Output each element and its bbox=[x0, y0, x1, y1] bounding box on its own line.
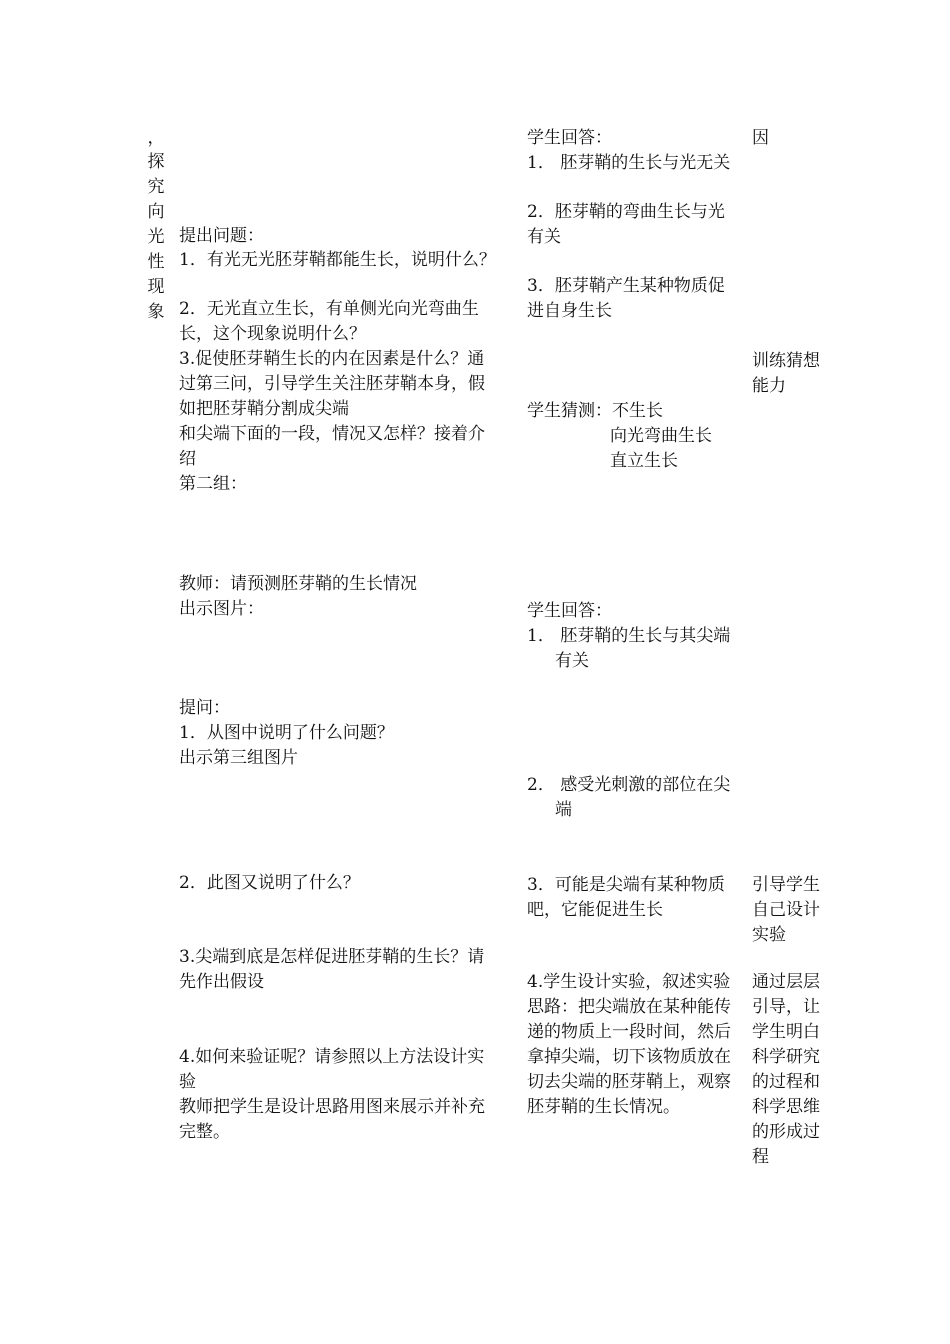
intent-layer-line5: 的过程和 bbox=[752, 1072, 820, 1092]
intent-layer-line8: 程 bbox=[752, 1147, 769, 1167]
intent-guide-line2: 自己设计 bbox=[752, 900, 820, 920]
intent-yin: 因 bbox=[752, 128, 769, 148]
col1-comma: ， bbox=[147, 128, 165, 148]
intent-train-line1: 训练猜想 bbox=[752, 351, 820, 371]
intent-layer-line4: 科学研究 bbox=[752, 1047, 820, 1067]
intent-layer-line3: 学生明白 bbox=[752, 1022, 820, 1042]
student-guess-1: 学生猜测：不生长 bbox=[527, 401, 663, 421]
teacher-ask-1: 1．从图中说明了什么问题？ bbox=[179, 723, 394, 743]
intent-train-line2: 能力 bbox=[752, 376, 786, 396]
teacher-question-3-line5: 绍 bbox=[179, 449, 196, 469]
teacher-ask-2: 2．此图又说明了什么？ bbox=[179, 873, 360, 893]
student-b4-line1: 4.学生设计实验，叙述实验 bbox=[527, 972, 731, 992]
student-guess-3: 直立生长 bbox=[610, 451, 678, 471]
student-answer2-title: 学生回答： bbox=[527, 601, 612, 621]
intent-layer-line1: 通过层层 bbox=[752, 972, 820, 992]
teacher-predict: 教师：请预测胚芽鞘的生长情况 bbox=[179, 574, 417, 594]
col1-char: 象 bbox=[147, 302, 165, 322]
intent-layer-line6: 科学思维 bbox=[752, 1097, 820, 1117]
intent-layer-line7: 的形成过 bbox=[752, 1122, 820, 1142]
student-guess-2: 向光弯曲生长 bbox=[610, 426, 712, 446]
student-b4-line4: 拿掉尖端，切下该物质放在 bbox=[527, 1047, 731, 1067]
col1-char: 探 bbox=[147, 152, 165, 172]
student-b1-line2: 有关 bbox=[555, 651, 589, 671]
student-b3-line2: 吧，它能促进生长 bbox=[527, 900, 663, 920]
teacher-ask-3-line1: 3.尖端到底是怎样促进胚芽鞘的生长？请 bbox=[179, 947, 485, 967]
teacher-question-title: 提出问题： bbox=[179, 226, 264, 246]
student-b4-line2: 思路：把尖端放在某种能传 bbox=[527, 997, 731, 1017]
teacher-question-2-line1: 2．无光直立生长，有单侧光向光弯曲生 bbox=[179, 299, 479, 319]
teacher-question-3-line4: 和尖端下面的一段，情况又怎样？接着介 bbox=[179, 424, 485, 444]
col1-char: 光 bbox=[147, 227, 165, 247]
teacher-show-picture: 出示图片： bbox=[179, 599, 264, 619]
col1-char: 向 bbox=[147, 202, 165, 222]
intent-layer-line2: 引导，让 bbox=[752, 997, 820, 1017]
teacher-complete-line1: 教师把学生是设计思路用图来展示并补充 bbox=[179, 1097, 485, 1117]
teacher-ask-4-line2: 验 bbox=[179, 1072, 196, 1092]
teacher-show-group3: 出示第三组图片 bbox=[179, 748, 298, 768]
student-b2-line1: 2． 感受光刺激的部位在尖 bbox=[527, 775, 731, 795]
student-answer-2-line2: 有关 bbox=[527, 227, 561, 247]
student-answer-3-line2: 进自身生长 bbox=[527, 301, 612, 321]
teacher-group2-label: 第二组： bbox=[179, 474, 247, 494]
student-b4-line3: 递的物质上一段时间，然后 bbox=[527, 1022, 731, 1042]
student-answer-title: 学生回答： bbox=[527, 128, 612, 148]
teacher-question-2-line2: 长，这个现象说明什么？ bbox=[179, 324, 366, 344]
student-answer-1: 1． 胚芽鞘的生长与光无关 bbox=[527, 153, 731, 173]
student-b2-line2: 端 bbox=[555, 800, 572, 820]
teacher-ask-4-line1: 4.如何来验证呢？请参照以上方法设计实 bbox=[179, 1047, 485, 1067]
teacher-ask-title: 提问： bbox=[179, 698, 230, 718]
teacher-ask-3-line2: 先作出假设 bbox=[179, 972, 264, 992]
teacher-question-3-line2: 过第三问，引导学生关注胚芽鞘本身，假 bbox=[179, 374, 485, 394]
teacher-complete-line2: 完整。 bbox=[179, 1122, 230, 1142]
student-answer-3-line1: 3．胚芽鞘产生某种物质促 bbox=[527, 276, 725, 296]
teacher-question-1: 1．有光无光胚芽鞘都能生长，说明什么？ bbox=[179, 250, 496, 270]
col1-char: 性 bbox=[147, 252, 165, 272]
intent-guide-line3: 实验 bbox=[752, 925, 786, 945]
col1-char: 现 bbox=[147, 277, 165, 297]
student-b4-line5: 切去尖端的胚芽鞘上，观察 bbox=[527, 1072, 731, 1092]
student-b4-line6: 胚芽鞘的生长情况。 bbox=[527, 1097, 680, 1117]
teacher-question-3-line1: 3.促使胚芽鞘生长的内在因素是什么？通 bbox=[179, 349, 485, 369]
col1-char: 究 bbox=[147, 177, 165, 197]
intent-guide-line1: 引导学生 bbox=[752, 875, 820, 895]
student-b3-line1: 3．可能是尖端有某种物质 bbox=[527, 875, 725, 895]
student-b1-line1: 1． 胚芽鞘的生长与其尖端 bbox=[527, 626, 731, 646]
teacher-question-3-line3: 如把胚芽鞘分割成尖端 bbox=[179, 399, 349, 419]
student-answer-2-line1: 2．胚芽鞘的弯曲生长与光 bbox=[527, 202, 725, 222]
